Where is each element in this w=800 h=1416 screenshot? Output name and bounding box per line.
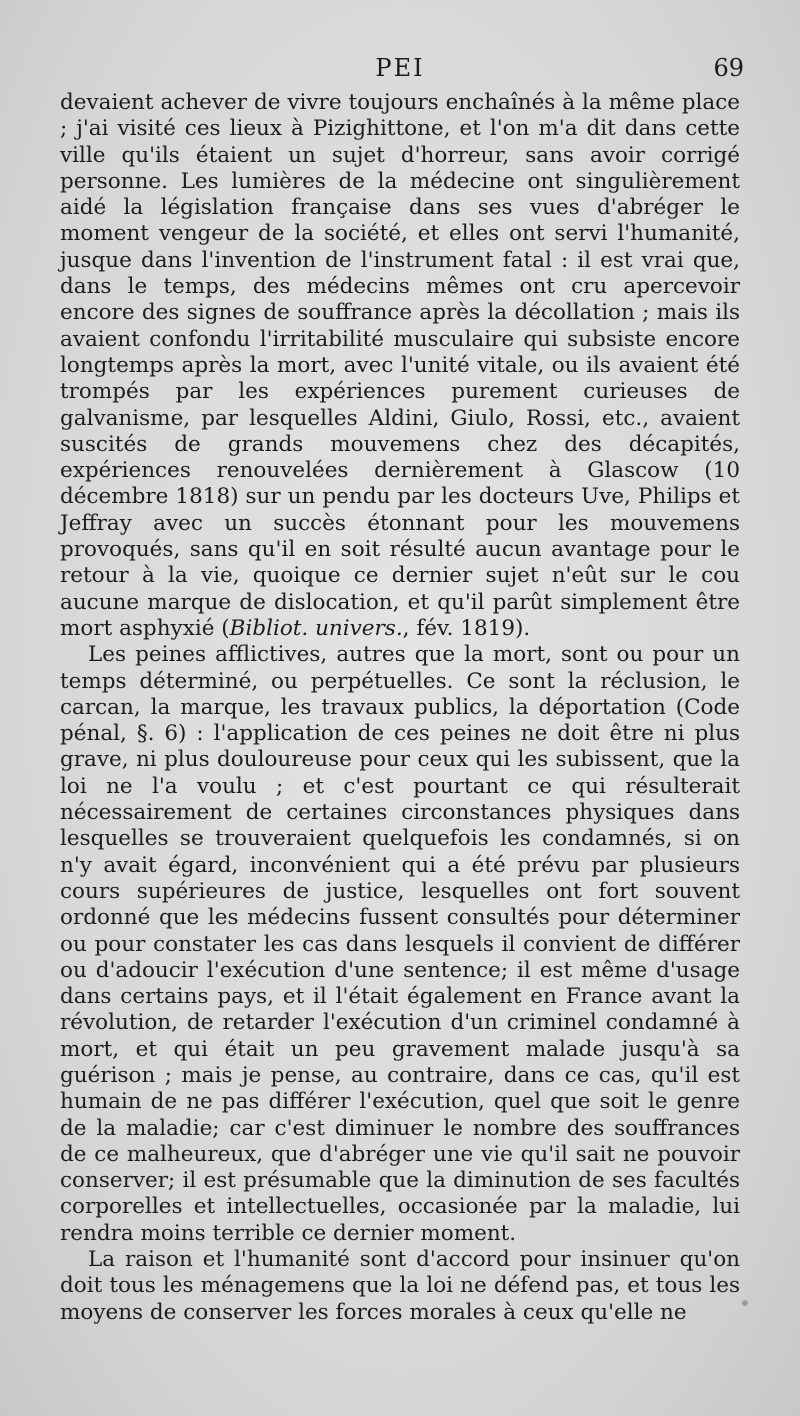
running-head	[60, 54, 744, 90]
paragraph-3: La raison et l'humanité sont d'accord pour insinuer qu'on doit tous les ménagemens que la loi ne défend pas, et tous les moyens de conserver les forces morales à ceux qu'elle ne	[60, 1247, 740, 1325]
paragraph-2: Les peines afflictives, autres que la mort, sont ou pour un temps déterminé, ou perpétuelles. Ce sont la réclusion, le carcan, la marque, les travaux publics, la déportation (Code pénal, §. 6) : l'application de ces peines ne doit être ni plus grave, ni plus douloureuse pour ceux qui les subissent, que la loi ne l'a voulu ; et c'est pourtant ce qui résulterait nécessairement de certaines circonstances physiques dans lesquelles se trouveraient quelquefois les condamnés, si on n'y avait égard, inconvénient qui a été prévu par plusieurs cours supérieures de justice, lesquelles ont fort souvent ordonné que les médecins fussent consultés pour déterminer ou pour constater les cas dans lesquels il convient de différer ou d'adoucir l'exécution d'une sentence; il est même d'usage dans certains pays, et il l'était également en France avant la révolution, de retarder l'exécution d'un criminel condamné à mort, et qui était un peu gravement malade jusqu'à sa guérison ; mais je pense, au contraire, dans ce cas, qu'il est humain de ne pas différer l'exécution, quel que soit le genre de la maladie; car c'est diminuer le nombre des souffrances de ce malheureux, que d'abréger une vie qu'il sait ne pouvoir conserver; il est présumable que la diminution de ses facultés corporelles et intellectuelles, occasionée par la maladie, lui rendra moins terrible ce dernier moment.	[60, 642, 740, 1246]
body-text	[60, 90, 740, 1326]
citation-title: Bibliot. univers.	[229, 615, 403, 641]
page-number: 69	[713, 54, 744, 82]
paper-speck	[742, 1300, 748, 1306]
paragraph-1-text: devaient achever de vivre toujours enchaînés à la même place ; j'ai visité ces lieux à Pizighittone, et l'on m'a dit dans cette ville qu'ils étaient un sujet d'horreur, sans avoir corrigé personne. Les lumières de la médecine ont singulièrement aidé la législation française dans ses vues d'abréger le moment vengeur de la société, et elles ont servi l'humanité, jusque dans l'invention de l'instrument fatal : il est vrai que, dans le temps, des médecins mêmes ont cru apercevoir encore des signes de souffrance après la décollation ; mais ils avaient confondu l'irritabilité musculaire qui subsiste encore longtemps après la mort, avec l'unité vitale, ou ils avaient été trompés par les expériences purement curieuses de galvanisme, par lesquelles Aldini, Giulo, Rossi, etc., avaient suscités de grands mouvemens chez des décapités, expériences renouvelées dernièrement à Glascow (10 décembre 1818) sur un pendu par les docteurs Uve, Philips et Jeffray avec un succès étonnant pour les mouvemens provoqués, sans qu'il en soit résulté aucun avantage pour le retour à la vie, quoique ce dernier sujet n'eût sur le cou aucune marque de dislocation, et qu'il parût simplement être mort asphyxié (	[60, 90, 740, 641]
citation-date: , fév. 1819).	[402, 615, 531, 641]
running-head-title: PEI	[375, 54, 425, 82]
paragraph-1	[60, 90, 740, 642]
